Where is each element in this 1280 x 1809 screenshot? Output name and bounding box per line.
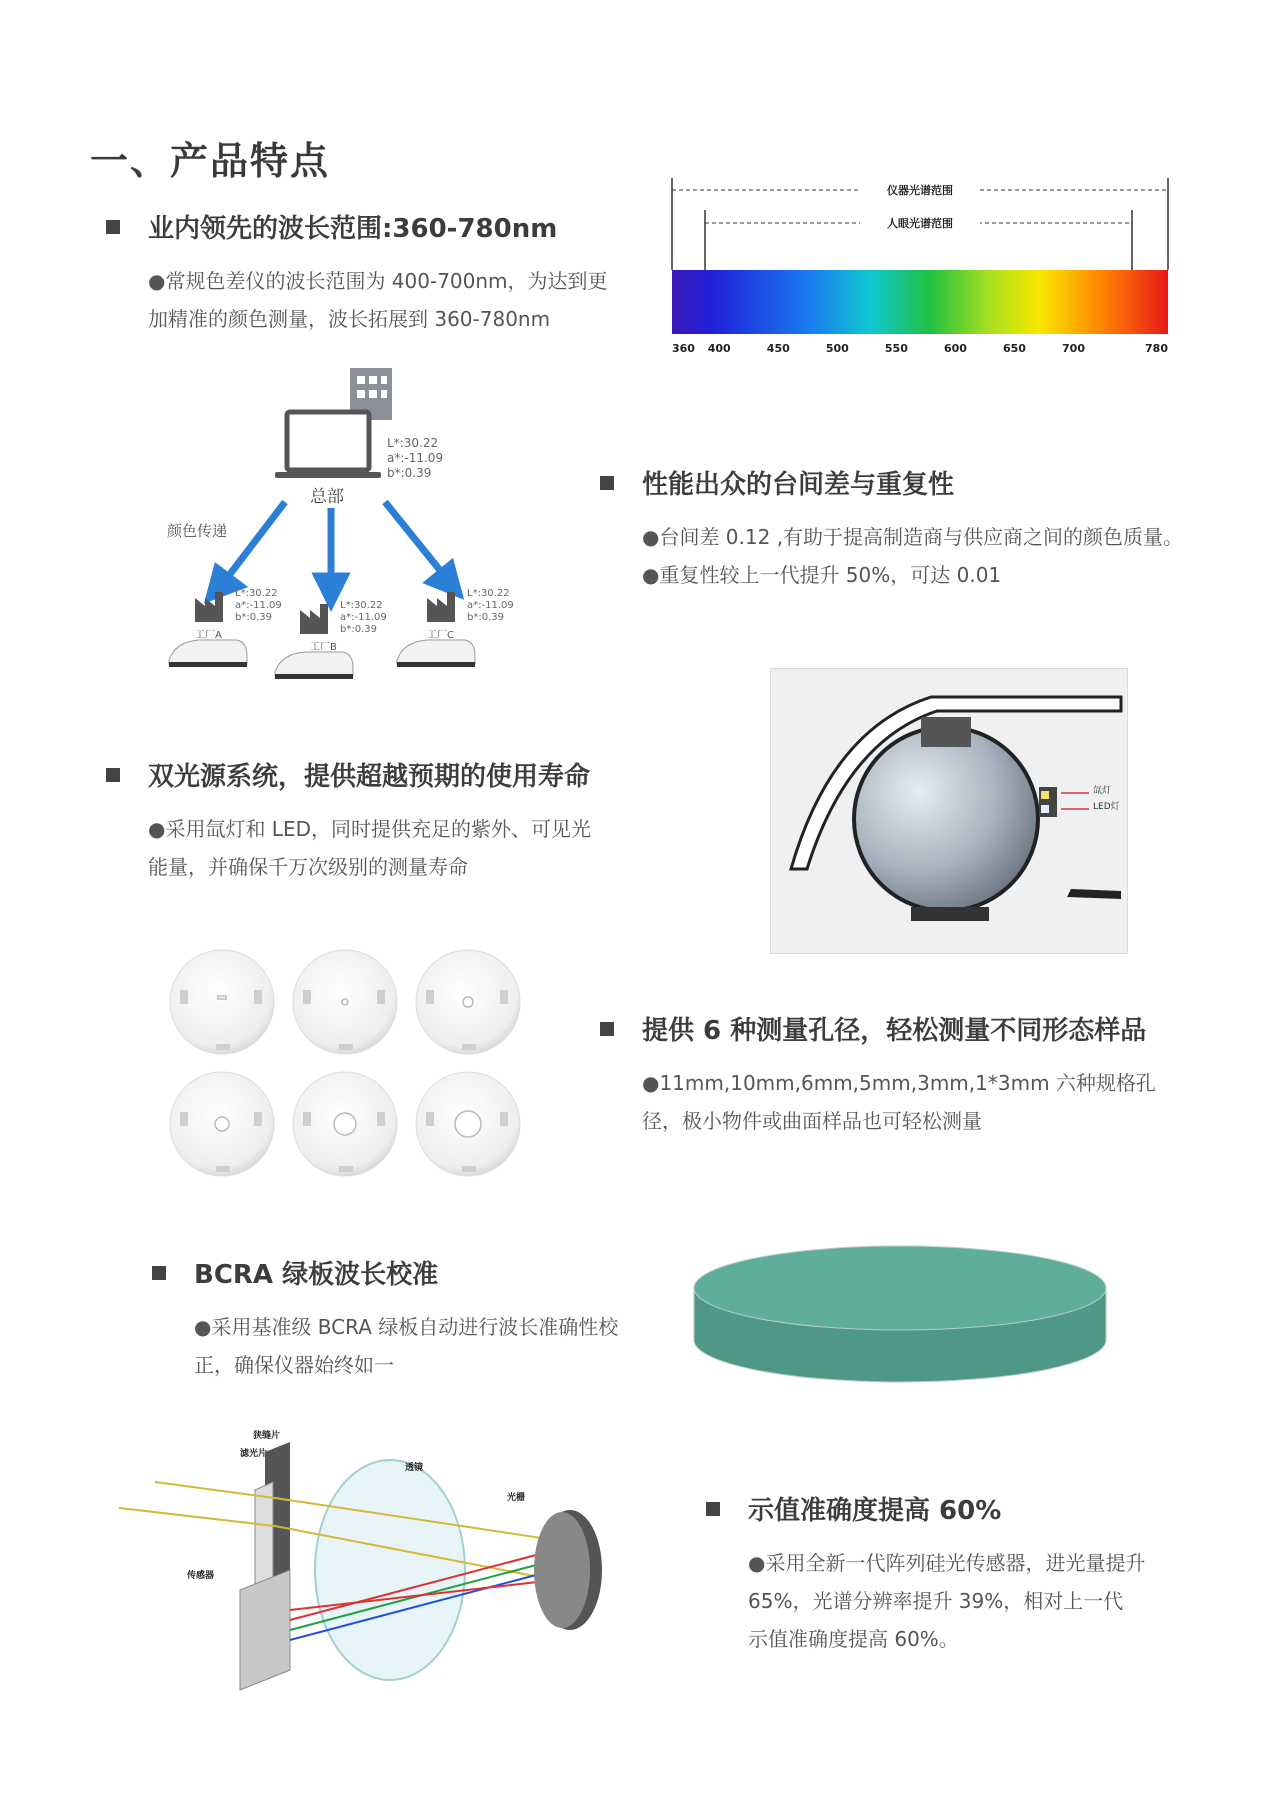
desc-line: ●重复性较上一代提升 50%，可达 0.01 <box>642 563 1002 587</box>
desc-line: ●台间差 0.12 ,有助于提高制造商与供应商之间的颜色质量。 <box>642 525 1184 549</box>
bullet-square-icon <box>600 1022 614 1036</box>
factory-a-label: 工厂A <box>195 630 222 641</box>
feature-desc-dual-light <box>148 810 668 886</box>
factory-b-values <box>340 600 387 636</box>
apertures-image <box>160 940 540 1190</box>
value-line: L*:30.22 <box>340 600 383 611</box>
factory-a-values <box>235 588 282 624</box>
feature-desc-accuracy <box>748 1544 1248 1658</box>
network-diagram <box>165 360 585 700</box>
value-line: a*:-11.09 <box>340 612 387 623</box>
desc-line: 正，确保仪器始终如一 <box>194 1353 394 1377</box>
led-label: LED灯 <box>1093 802 1120 812</box>
lens <box>315 1460 465 1680</box>
spectrum-tick-label: 650 <box>1002 342 1026 355</box>
value-line: a*:-11.09 <box>387 451 444 465</box>
feature-title-bcra <box>152 1254 438 1291</box>
feature-desc-wavelength <box>148 262 668 338</box>
spectrum-tick-label: 360 <box>672 342 695 355</box>
bullet-square-icon <box>106 220 120 234</box>
desc-line: 径，极小物件或曲面样品也可轻松测量 <box>642 1109 982 1133</box>
feature-title-wavelength <box>106 208 557 245</box>
bcra-green-tile <box>690 1240 1110 1410</box>
value-line: a*:-11.09 <box>235 600 282 611</box>
slit-label: 狭缝片 <box>253 1431 281 1441</box>
spectrum-tick-label: 400 <box>707 342 731 355</box>
factory-b-label: 工厂B <box>310 642 337 653</box>
feature-desc-bcra <box>194 1308 714 1384</box>
value-line: L*:30.22 <box>387 436 439 450</box>
feature-title-text: 双光源系统，提供超越预期的使用寿命 <box>148 762 591 792</box>
hq-label: 总部 <box>310 487 344 507</box>
feature-desc-apertures <box>642 1064 1242 1140</box>
desc-line: ●常规色差仪的波长范围为 400-700nm，为达到更 <box>148 269 608 293</box>
laptop-base <box>275 472 381 478</box>
desc-line: 示值准确度提高 60%。 <box>748 1627 959 1651</box>
value-line: b*:0.39 <box>340 624 377 635</box>
feature-title-text: 示值准确度提高 60% <box>748 1496 1002 1526</box>
human-range-label: 人眼光谱范围 <box>887 217 953 230</box>
xenon-label: 氙灯 <box>1093 786 1112 796</box>
feature-title-text: BCRA 绿板波长校准 <box>194 1260 439 1290</box>
bullet-square-icon <box>152 1266 166 1280</box>
filter-label: 滤光片 <box>240 1449 268 1459</box>
desc-line: ●采用氙灯和 LED，同时提供充足的紫外、可见光 <box>148 817 591 841</box>
sensor-block <box>240 1570 290 1690</box>
lens-label: 透镜 <box>405 1463 424 1473</box>
page-title: 一、产品特点 <box>90 139 331 183</box>
laptop-icon <box>287 412 369 470</box>
optics-diagram <box>115 1430 615 1710</box>
aperture-disk <box>170 950 520 1176</box>
desc-line: 能量，并确保千万次级别的测量寿命 <box>148 855 468 879</box>
sphere-graphic <box>771 669 1127 953</box>
spectrum-tick-label: 450 <box>766 342 790 355</box>
transfer-label: 颜色传递 <box>167 522 228 540</box>
feature-title-dual-light <box>106 756 590 793</box>
spectrum-tick-label: 500 <box>825 342 849 355</box>
value-line: L*:30.22 <box>235 588 278 599</box>
spectrum-tick-label: 600 <box>943 342 967 355</box>
grating-label: 光栅 <box>507 1493 526 1503</box>
bullet-square-icon <box>106 768 120 782</box>
feature-title-apertures <box>600 1010 1146 1047</box>
spectrum-tick-label: 780 <box>1145 342 1168 355</box>
spectrum-figure <box>650 170 1190 360</box>
feature-title-text: 提供 6 种测量孔径，轻松测量不同形态样品 <box>642 1016 1147 1046</box>
sensor-label: 传感器 <box>187 1571 215 1581</box>
instrument-range-label: 仪器光谱范围 <box>887 184 953 197</box>
desc-line: 加精准的颜色测量，波长拓展到 360-780nm <box>148 307 551 331</box>
network-graphic <box>165 360 585 700</box>
factory-c-label: 工厂C <box>427 630 454 641</box>
factory-c-values <box>467 588 514 624</box>
desc-line: ●11mm,10mm,6mm,5mm,3mm,1*3mm 六种规格孔 <box>642 1071 1156 1095</box>
feature-title-repeatability <box>600 464 954 501</box>
feature-title-text: 性能出众的台间差与重复性 <box>642 470 955 500</box>
desc-line: ●采用基准级 BCRA 绿板自动进行波长准确性校 <box>194 1315 619 1339</box>
spectrum-tick-label: 550 <box>884 342 908 355</box>
sphere-image <box>770 668 1128 954</box>
bullet-square-icon <box>706 1502 720 1516</box>
feature-title-accuracy <box>706 1490 1001 1527</box>
feature-desc-repeatability <box>642 518 1262 594</box>
value-line: b*:0.39 <box>235 612 272 623</box>
value-line: b*:0.39 <box>467 612 504 623</box>
spectrum-tick-label: 700 <box>1062 342 1086 355</box>
spectrum-bar <box>672 270 1168 334</box>
desc-line: ●采用全新一代阵列硅光传感器，进光量提升 <box>748 1551 1146 1575</box>
bullet-square-icon <box>600 476 614 490</box>
value-line: b*:0.39 <box>387 466 432 480</box>
value-line: a*:-11.09 <box>467 600 514 611</box>
feature-title-text: 业内领先的波长范围:360-780nm <box>148 214 558 244</box>
hq-values <box>387 436 443 481</box>
desc-line: 65%，光谱分辨率提升 39%，相对上一代 <box>748 1589 1124 1613</box>
value-line: L*:30.22 <box>467 588 510 599</box>
